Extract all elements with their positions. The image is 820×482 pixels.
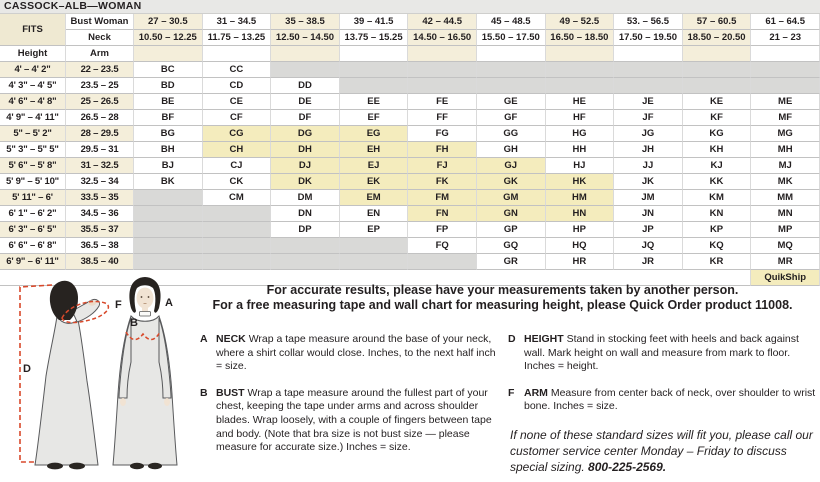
spacer-cell xyxy=(683,46,752,62)
size-code-cell: KK xyxy=(683,174,752,190)
size-code-cell: KN xyxy=(683,206,752,222)
size-code-cell: DN xyxy=(271,206,340,222)
bust-range-header: 45 – 48.5 xyxy=(477,14,546,30)
size-code-cell: GG xyxy=(477,126,546,142)
size-code-cell: ME xyxy=(751,94,820,110)
size-code-cell: HP xyxy=(546,222,615,238)
arm-range-cell: 35.5 – 37 xyxy=(66,222,134,238)
arm-range-cell: 28 – 29.5 xyxy=(66,126,134,142)
figure-label-arm: F xyxy=(115,299,122,311)
size-unavailable-cell xyxy=(271,62,340,78)
guide-text xyxy=(524,387,816,414)
size-code-cell: KJ xyxy=(683,158,752,174)
size-code-cell: HK xyxy=(546,174,615,190)
size-code-cell: BH xyxy=(134,142,203,158)
arm-range-cell: 22 – 23.5 xyxy=(66,62,134,78)
size-code-cell: BK xyxy=(134,174,203,190)
size-code-cell: DM xyxy=(271,190,340,206)
size-code-cell: DJ xyxy=(271,158,340,174)
size-code-cell: JQ xyxy=(614,238,683,254)
back-view-figure xyxy=(35,281,108,470)
size-code-cell: EM xyxy=(340,190,409,206)
size-code-cell: GR xyxy=(477,254,546,270)
size-code-cell: DD xyxy=(271,78,340,94)
size-code-cell: JE xyxy=(614,94,683,110)
size-code-cell: GH xyxy=(477,142,546,158)
guide-text xyxy=(216,387,502,455)
height-range-cell: 5' 9" – 5' 10" xyxy=(0,174,66,190)
size-code-cell: EF xyxy=(340,110,409,126)
size-code-cell: DE xyxy=(271,94,340,110)
size-code-cell: JK xyxy=(614,174,683,190)
height-range-cell: 5' 11" – 6' xyxy=(0,190,66,206)
guide-letter: B xyxy=(200,386,208,399)
size-code-cell: MH xyxy=(751,142,820,158)
size-unavailable-cell xyxy=(134,206,203,222)
spacer-cell xyxy=(546,46,615,62)
size-code-cell: CH xyxy=(203,142,272,158)
size-code-cell: KQ xyxy=(683,238,752,254)
size-code-cell: JH xyxy=(614,142,683,158)
size-unavailable-cell xyxy=(614,78,683,94)
bust-range-header: 61 – 64.5 xyxy=(751,14,820,30)
size-code-cell: KR xyxy=(683,254,752,270)
size-unavailable-cell xyxy=(477,78,546,94)
neck-range-header: 21 – 23 xyxy=(751,30,820,46)
size-code-cell: JR xyxy=(614,254,683,270)
size-code-cell: HJ xyxy=(546,158,615,174)
special-sizing-note xyxy=(508,427,816,475)
size-unavailable-cell xyxy=(408,78,477,94)
size-code-cell: HG xyxy=(546,126,615,142)
size-code-cell: EG xyxy=(340,126,409,142)
neck-range-header: 17.50 – 19.50 xyxy=(614,30,683,46)
size-unavailable-cell xyxy=(408,254,477,270)
fits-label: FITS xyxy=(0,14,66,46)
size-code-cell: FG xyxy=(408,126,477,142)
height-range-cell: 5" 3" – 5" 5" xyxy=(0,142,66,158)
size-unavailable-cell xyxy=(751,62,820,78)
special-sizing-text: If none of these standard sizes will fit you, please call our customer service center Monday – Friday to discuss special sizing. xyxy=(510,427,813,474)
guide-term: NECK xyxy=(216,333,246,345)
size-unavailable-cell xyxy=(340,254,409,270)
figure-label-bust: B xyxy=(130,317,138,329)
size-code-cell: HQ xyxy=(546,238,615,254)
arm-col-label: Arm xyxy=(66,46,134,62)
bust-row-label: Bust Woman xyxy=(66,14,134,30)
size-code-cell: FE xyxy=(408,94,477,110)
size-unavailable-cell xyxy=(683,78,752,94)
size-code-cell: MR xyxy=(751,254,820,270)
spacer-cell xyxy=(477,46,546,62)
bust-range-header: 53. – 56.5 xyxy=(614,14,683,30)
size-code-cell: KF xyxy=(683,110,752,126)
size-unavailable-cell xyxy=(340,78,409,94)
guide-item-arm xyxy=(508,387,816,414)
size-code-cell: MK xyxy=(751,174,820,190)
bust-range-header: 35 – 38.5 xyxy=(271,14,340,30)
neck-range-header: 18.50 – 20.50 xyxy=(683,30,752,46)
size-code-cell: JN xyxy=(614,206,683,222)
size-code-cell: CC xyxy=(203,62,272,78)
size-unavailable-cell xyxy=(683,62,752,78)
height-range-cell: 4' 9" – 4' 11" xyxy=(0,110,66,126)
size-code-cell: GP xyxy=(477,222,546,238)
guide-item-neck xyxy=(200,333,502,374)
spacer-cell xyxy=(340,46,409,62)
size-code-cell: FF xyxy=(408,110,477,126)
size-code-cell: EN xyxy=(340,206,409,222)
guide-text xyxy=(524,333,816,374)
guide-body: Wrap a tape measure around the base of your neck, where a shirt collar would close. Inches, to the next half inch = size. xyxy=(216,333,496,373)
guide-body: Measure from center back of neck, over shoulder to wrist bone. Inches = size. xyxy=(524,386,816,413)
phone-number: 800-225-2569. xyxy=(588,459,667,474)
intro-line-1: For accurate results, please have your measurements taken by another person. xyxy=(266,283,739,297)
size-code-cell: DK xyxy=(271,174,340,190)
spacer-cell xyxy=(271,46,340,62)
size-code-cell: FH xyxy=(408,142,477,158)
guide-term: BUST xyxy=(216,386,245,399)
bust-range-header: 39 – 41.5 xyxy=(340,14,409,30)
guide-body: Stand in stocking feet with heels and back against wall. Mark height on wall and measure from mark to floor. Inches = height. xyxy=(524,333,799,373)
height-range-cell: 5" – 5' 2" xyxy=(0,126,66,142)
size-code-cell: DH xyxy=(271,142,340,158)
size-code-cell: CF xyxy=(203,110,272,126)
size-code-cell: KE xyxy=(683,94,752,110)
guide-letter: D xyxy=(508,333,516,345)
neck-range-header: 10.50 – 12.25 xyxy=(134,30,203,46)
size-code-cell: BJ xyxy=(134,158,203,174)
guide-letter: A xyxy=(200,333,208,345)
size-code-cell: CG xyxy=(203,126,272,142)
arm-range-cell: 26.5 – 28 xyxy=(66,110,134,126)
arm-range-cell: 23.5 – 25 xyxy=(66,78,134,94)
size-code-cell: HN xyxy=(546,206,615,222)
size-unavailable-cell xyxy=(614,62,683,78)
size-code-cell: CK xyxy=(203,174,272,190)
size-code-cell: EP xyxy=(340,222,409,238)
neck-range-header: 14.50 – 16.50 xyxy=(408,30,477,46)
size-code-cell: GF xyxy=(477,110,546,126)
size-code-cell: JF xyxy=(614,110,683,126)
size-code-cell: EK xyxy=(340,174,409,190)
size-unavailable-cell xyxy=(134,238,203,254)
size-code-cell: FP xyxy=(408,222,477,238)
arm-range-cell: 34.5 – 36 xyxy=(66,206,134,222)
size-code-cell: FM xyxy=(408,190,477,206)
size-code-cell: MP xyxy=(751,222,820,238)
size-code-cell: MF xyxy=(751,110,820,126)
height-range-cell: 6' 6" – 6' 8" xyxy=(0,238,66,254)
size-code-cell: GE xyxy=(477,94,546,110)
size-unavailable-cell xyxy=(271,238,340,254)
intro-line-2: For a free measuring tape and wall chart for measuring height, please Quick Order product 11008. xyxy=(212,297,793,312)
guide-term: ARM xyxy=(524,386,548,399)
size-code-cell: CE xyxy=(203,94,272,110)
page-title: CASSOCK–ALB—WOMAN xyxy=(0,0,820,14)
size-code-cell: KP xyxy=(683,222,752,238)
size-unavailable-cell xyxy=(134,190,203,206)
size-code-cell: BD xyxy=(134,78,203,94)
size-code-cell: GK xyxy=(477,174,546,190)
guide-text xyxy=(216,333,502,374)
size-code-cell: KM xyxy=(683,190,752,206)
guide-column-right xyxy=(508,333,816,475)
size-code-cell: MQ xyxy=(751,238,820,254)
guide-body: Wrap a tape measure around the fullest part of your chest, keeping the tape under arms and across shoulder blades. Wrap loosely, with a couple of fingers between tape and body. (Note that bra size is not bust size — please measure for accurate size.) Inches = size. xyxy=(216,386,492,454)
size-code-cell: HE xyxy=(546,94,615,110)
size-code-cell: JG xyxy=(614,126,683,142)
size-code-cell: GN xyxy=(477,206,546,222)
size-code-cell: EH xyxy=(340,142,409,158)
figure-label-height: D xyxy=(23,363,31,375)
size-code-cell: BC xyxy=(134,62,203,78)
size-code-cell: JJ xyxy=(614,158,683,174)
guide-column-left xyxy=(200,333,502,468)
size-unavailable-cell xyxy=(203,254,272,270)
size-code-cell: FN xyxy=(408,206,477,222)
size-code-cell: MG xyxy=(751,126,820,142)
size-unavailable-cell xyxy=(751,78,820,94)
size-unavailable-cell xyxy=(134,222,203,238)
neck-range-header: 12.50 – 14.50 xyxy=(271,30,340,46)
height-range-cell: 6' 1" – 6' 2" xyxy=(0,206,66,222)
neck-range-header: 16.50 – 18.50 xyxy=(546,30,615,46)
size-code-cell: DG xyxy=(271,126,340,142)
size-code-cell: HR xyxy=(546,254,615,270)
neck-range-header: 13.75 – 15.25 xyxy=(340,30,409,46)
arm-range-cell: 32.5 – 34 xyxy=(66,174,134,190)
size-code-cell: EJ xyxy=(340,158,409,174)
size-code-cell: MJ xyxy=(751,158,820,174)
size-unavailable-cell xyxy=(546,62,615,78)
guide-term: HEIGHT xyxy=(524,333,564,345)
measuring-intro xyxy=(190,283,815,312)
arm-range-cell: 33.5 – 35 xyxy=(66,190,134,206)
quikship-badge: QuikShip xyxy=(751,270,820,286)
guide-letter: F xyxy=(508,386,515,399)
bust-range-header: 49 – 52.5 xyxy=(546,14,615,30)
guide-item-height xyxy=(508,333,816,374)
size-code-cell: HF xyxy=(546,110,615,126)
size-code-cell: BE xyxy=(134,94,203,110)
size-unavailable-cell xyxy=(477,62,546,78)
size-code-cell: MM xyxy=(751,190,820,206)
guide-item-bust xyxy=(200,387,502,455)
size-unavailable-cell xyxy=(340,238,409,254)
size-code-cell: BG xyxy=(134,126,203,142)
height-range-cell: 4' 6" – 4' 8" xyxy=(0,94,66,110)
size-code-cell: CM xyxy=(203,190,272,206)
size-code-cell: DP xyxy=(271,222,340,238)
size-unavailable-cell xyxy=(203,238,272,254)
size-code-cell: FJ xyxy=(408,158,477,174)
size-unavailable-cell xyxy=(271,254,340,270)
size-code-cell: MN xyxy=(751,206,820,222)
size-code-cell: GJ xyxy=(477,158,546,174)
bust-range-header: 42 – 44.5 xyxy=(408,14,477,30)
spacer-cell xyxy=(614,46,683,62)
size-code-cell: KH xyxy=(683,142,752,158)
height-range-cell: 5' 6" – 5' 8" xyxy=(0,158,66,174)
bust-range-header: 57 – 60.5 xyxy=(683,14,752,30)
size-code-cell: DF xyxy=(271,110,340,126)
height-range-cell: 4' 3" – 4' 5" xyxy=(0,78,66,94)
size-code-cell: JP xyxy=(614,222,683,238)
size-code-cell: BF xyxy=(134,110,203,126)
arm-range-cell: 36.5 – 38 xyxy=(66,238,134,254)
height-range-cell: 6' 3" – 6' 5" xyxy=(0,222,66,238)
size-code-cell: FQ xyxy=(408,238,477,254)
size-code-cell: HM xyxy=(546,190,615,206)
size-unavailable-cell xyxy=(546,78,615,94)
size-unavailable-cell xyxy=(203,222,272,238)
size-code-cell: CJ xyxy=(203,158,272,174)
neck-range-header: 15.50 – 17.50 xyxy=(477,30,546,46)
size-code-cell: KG xyxy=(683,126,752,142)
size-code-cell: EE xyxy=(340,94,409,110)
size-code-cell: GQ xyxy=(477,238,546,254)
arm-range-cell: 29.5 – 31 xyxy=(66,142,134,158)
size-chart-table xyxy=(0,14,820,286)
arm-range-cell: 38.5 – 40 xyxy=(66,254,134,270)
height-range-cell: 4' – 4' 2" xyxy=(0,62,66,78)
figure-label-neck: A xyxy=(165,297,173,309)
size-unavailable-cell xyxy=(134,254,203,270)
neck-range-header: 11.75 – 13.25 xyxy=(203,30,272,46)
neck-row-label: Neck xyxy=(66,30,134,46)
bust-range-header: 31 – 34.5 xyxy=(203,14,272,30)
spacer-cell xyxy=(408,46,477,62)
size-code-cell: FK xyxy=(408,174,477,190)
size-unavailable-cell xyxy=(203,206,272,222)
size-code-cell: CD xyxy=(203,78,272,94)
spacer-cell xyxy=(134,46,203,62)
height-col-label: Height xyxy=(0,46,66,62)
size-unavailable-cell xyxy=(340,62,409,78)
measurement-figure-illustration xyxy=(2,276,202,482)
spacer-cell xyxy=(751,46,820,62)
arm-range-cell: 25 – 26.5 xyxy=(66,94,134,110)
spacer-cell xyxy=(203,46,272,62)
size-code-cell: JM xyxy=(614,190,683,206)
height-range-cell: 6' 9" – 6' 11" xyxy=(0,254,66,270)
size-code-cell: HH xyxy=(546,142,615,158)
arm-range-cell: 31 – 32.5 xyxy=(66,158,134,174)
size-unavailable-cell xyxy=(408,62,477,78)
size-code-cell: GM xyxy=(477,190,546,206)
bust-range-header: 27 – 30.5 xyxy=(134,14,203,30)
